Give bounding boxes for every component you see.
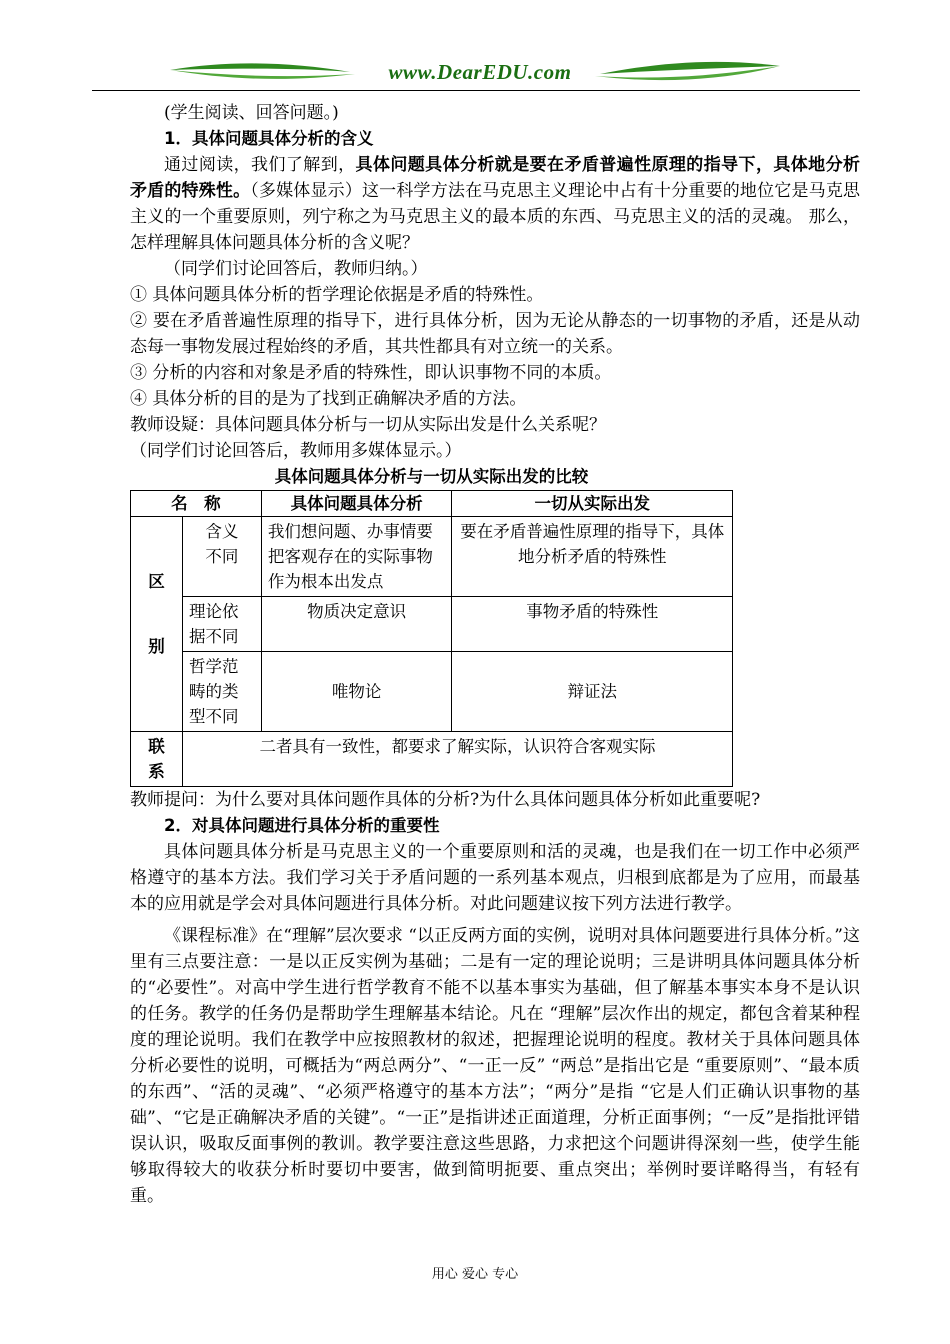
group-label-top: 区 xyxy=(148,572,165,591)
bold-definition: 具体问题具体分析就是要在矛盾普遍性原理的指导下，具体地分析矛盾的特殊性。 xyxy=(130,155,861,201)
header-cell: 一切从实际出发 xyxy=(452,491,733,517)
link-label-bottom: 系 xyxy=(148,762,165,781)
table-caption: 具体问题具体分析与一切从实际出发的比较 xyxy=(274,467,589,486)
header-cell: 名 称 xyxy=(131,491,262,517)
section-heading-1: 1．具体问题具体分析的含义 xyxy=(164,129,374,148)
group-label-bottom: 别 xyxy=(148,637,165,656)
link-label-cell xyxy=(131,732,183,787)
comparison-table xyxy=(130,490,733,787)
text-run: （多媒体显示）这一科学方法在马克思主义理论中占有十分重要的地位它是马克思主义的一个重要原则，列宁称之为马克思主义的最本质的东西、马克思主义的活的灵魂。 那么，怎样理解具体问题具体分析的含义呢？ xyxy=(130,181,860,253)
paragraph: 《课程标准》在“理解”层次要求 “以正反两方面的实例，说明对具体问题要进行具体分析。”这里有三点要注意：一是以正反实例为基础；二是有一定的理论说明；三是讲明具体问题具体分析的“必要性”。对高中学生进行哲学教育不能不以基本事实为基础，但了解基本事实本身不是认识的任务。教学的任务仍是帮助学生理解基本结论。凡在 “理解”层次作出的规定，都包含着某种程度的理论说明。我们在教学中应按照教材的叙述，把握理论说明的程度。教材关于具体问题具体分析必要性的说明，可概括为“两总两分”、“一正一反” “两总”是指出它是 “重要原则”、“最本质的东西”、“活的灵魂”、“必须严格遵守的基本方法”；“两分”是指 “它是人们正确认识事物的基础”、“它是正确解决矛盾的关键”。“一正”是指讲述正面道理，分析正面事例；“一反”是指批评错误认识，吸取反面事例的教训。教学要注意这些思路，力求把这个问题讲得深刻一些，使学生能够取得较大的收获分析时要切中要害，做到简明扼要、重点突出；举例时要详略得当，有轻有重。 xyxy=(130,926,860,1206)
row-name-cell xyxy=(182,517,261,597)
header-cell: 具体问题具体分析 xyxy=(261,491,452,517)
table-cell: 事物矛盾的特殊性 xyxy=(452,597,733,652)
table-row xyxy=(131,652,733,732)
paragraph: 教师设疑：具体问题具体分析与一切从实际出发是什么关系呢？ xyxy=(130,415,606,435)
row-name-cell: 哲学范畴的类型不同 xyxy=(182,652,261,732)
table-row xyxy=(131,732,733,787)
paragraph: （同学们讨论回答后，教师用多媒体显示。） xyxy=(130,441,462,461)
paragraph: (学生阅读、回答问题。) xyxy=(164,103,339,123)
table-cell: 物质决定意识 xyxy=(261,597,452,652)
text-run: 通过阅读，我们了解到， xyxy=(164,155,356,175)
section-heading-2: 2．对具体问题进行具体分析的重要性 xyxy=(164,816,440,835)
paragraph: 教师提问：为什么要对具体问题作具体的分析?为什么具体问题具体分析如此重要呢? xyxy=(130,790,761,810)
document-body xyxy=(130,100,860,1209)
table-cell: 辩证法 xyxy=(452,652,733,732)
group-label-cell xyxy=(131,517,183,732)
paragraph xyxy=(130,152,860,256)
row-name: 含义 不同 xyxy=(205,522,239,566)
paragraph: 具体问题具体分析是马克思主义的一个重要原则和活的灵魂，也是我们在一切工作中必须严格遵守的基本方法。我们学习关于矛盾问题的一系列基本观点，归根到底都是为了应用，而最基本的应用就是学会对具体问题进行具体分析。对此问题建议按下列方法进行教学。 xyxy=(130,842,860,914)
table-cell: 我们想问题、办事情要把客观存在的实际事物作为根本出发点 xyxy=(261,517,452,597)
table-cell: 要在矛盾普遍性原理的指导下，具体地分析矛盾的特殊性 xyxy=(452,517,733,597)
list-item: ② 要在矛盾普遍性原理的指导下，进行具体分析，因为无论从静态的一切事物的矛盾，还是从动态每一事物发展过程始终的矛盾，其共性都具有对立统一的关系。 xyxy=(130,311,860,357)
header-divider xyxy=(92,90,860,91)
list-item: ③ 分析的内容和对象是矛盾的特殊性，即认识事物不同的本质。 xyxy=(130,363,612,383)
list-item: ① 具体问题具体分析的哲学理论依据是矛盾的特殊性。 xyxy=(130,285,544,305)
site-logo-text[interactable]: www.DearEDU.com xyxy=(388,60,572,84)
page-footer: 用心 爱心 专心 xyxy=(431,1267,519,1282)
link-label-top: 联 xyxy=(148,737,165,756)
table-row xyxy=(131,597,733,652)
list-item: ④ 具体分析的目的是为了找到正确解决矛盾的方法。 xyxy=(130,389,527,409)
row-name-cell: 理论依据不同 xyxy=(182,597,261,652)
table-row xyxy=(131,517,733,597)
table-header-row xyxy=(131,491,733,517)
table-cell: 唯物论 xyxy=(261,652,452,732)
link-text-cell: 二者具有一致性，都要求了解实际，认识符合客观实际 xyxy=(182,732,732,787)
paragraph: （同学们讨论回答后，教师归纳。） xyxy=(164,259,428,279)
